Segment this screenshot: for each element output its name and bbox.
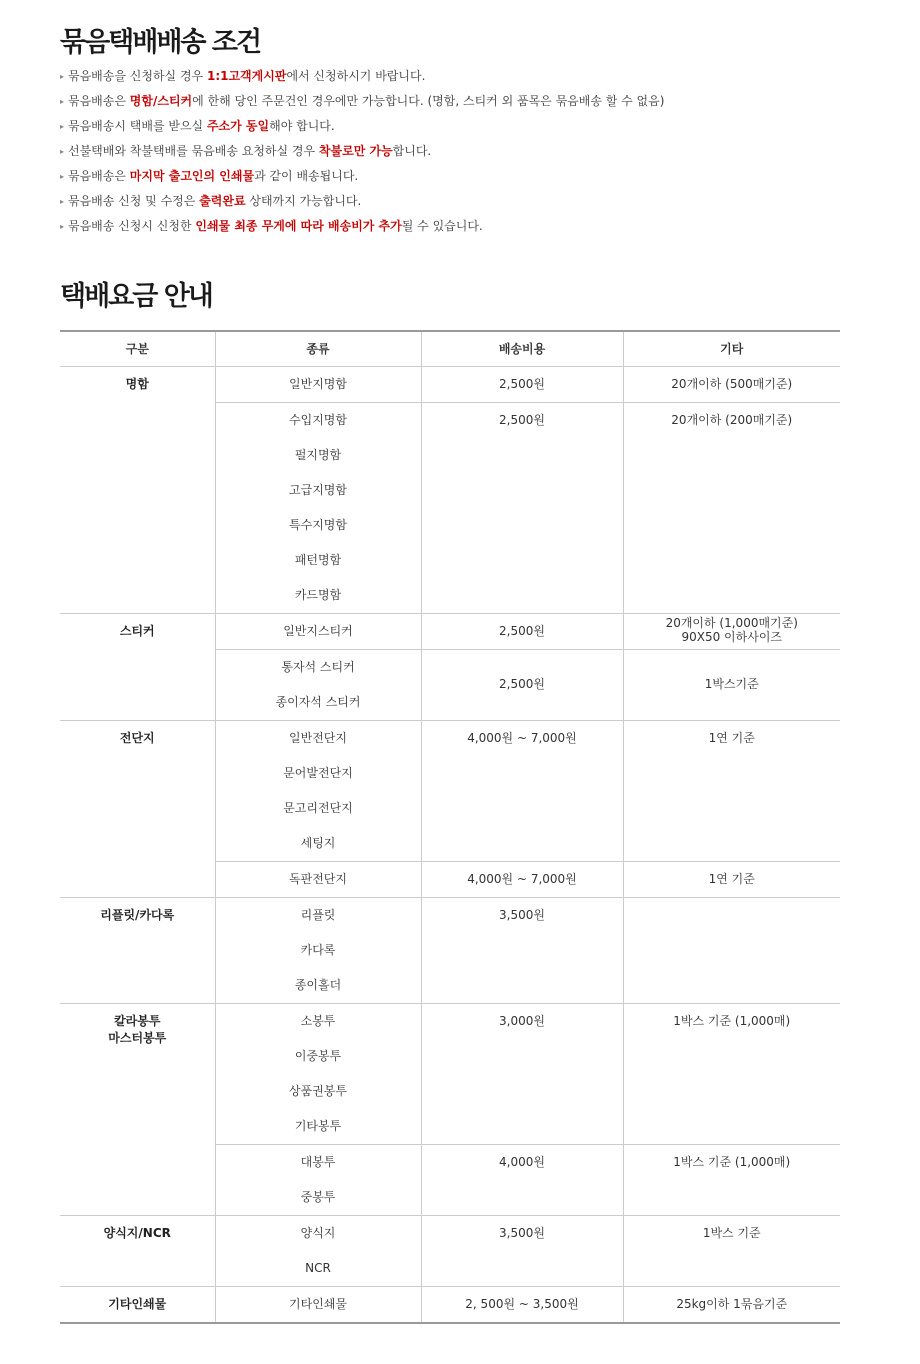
table-row — [60, 897, 840, 1003]
types-cell — [215, 613, 421, 649]
type-item: 펄지명함 — [294, 447, 342, 462]
header-category: 구분 — [60, 331, 215, 366]
types-cell — [215, 1286, 421, 1323]
header-note: 기타 — [623, 331, 840, 366]
category-line: 마스터봉투 — [108, 1030, 167, 1045]
category-line: 칼라봉투 — [114, 1013, 161, 1028]
category-etc: 기타인쇄물 — [60, 1286, 215, 1323]
note-cell: 20개이하 (500매기준) — [623, 366, 840, 402]
type-item: 대봉투 — [300, 1154, 336, 1169]
type-item: NCR — [305, 1260, 331, 1275]
category-forms: 양식지/NCR — [60, 1215, 215, 1286]
type-item: 고급지명함 — [289, 482, 347, 497]
type-item: 소봉투 — [300, 1013, 336, 1028]
type-item: 양식지 — [300, 1225, 336, 1240]
types-cell — [215, 1215, 421, 1286]
table-row — [60, 1215, 840, 1286]
shipping-fee-title: 택배요금 안내 — [60, 281, 212, 312]
type-item: 일반지명함 — [289, 376, 347, 391]
cost-cell: 2,500원 — [421, 402, 623, 613]
bullet-arrow-icon: ▸ — [60, 222, 65, 231]
category-leaflet: 리플릿/카다록 — [60, 897, 215, 1003]
table-row — [60, 613, 840, 649]
type-item: 독판전단지 — [289, 871, 347, 886]
type-item: 통자석 스티커 — [281, 659, 355, 674]
category-flyer: 전단지 — [60, 720, 215, 897]
note-line: 90X50 이하사이즈 — [681, 629, 783, 644]
cost-cell: 3,500원 — [421, 1215, 623, 1286]
type-item: 일반전단지 — [289, 730, 347, 745]
condition-item: ▸ 묶음배송시 택배를 받으실 주소가 동일해야 합니다. — [60, 114, 840, 139]
cost-cell: 3,000원 — [421, 1003, 623, 1144]
types-cell — [215, 402, 421, 613]
condition-item: ▸ 묶음배송 신청 및 수정은 출력완료 상태까지 가능합니다. — [60, 189, 840, 214]
type-item: 기타인쇄물 — [289, 1296, 347, 1311]
note-cell: 25kg이하 1묶음기준 — [623, 1286, 840, 1323]
bundle-conditions-list — [60, 64, 840, 239]
type-item: 패턴명함 — [294, 552, 342, 567]
bundle-shipping-title: 묶음택배배송 조건 — [60, 27, 261, 58]
types-cell — [215, 1144, 421, 1215]
bullet-arrow-icon: ▸ — [60, 172, 65, 181]
bullet-arrow-icon: ▸ — [60, 197, 65, 206]
note-cell: 1박스 기준 (1,000매) — [623, 1003, 840, 1144]
table-row — [60, 1286, 840, 1323]
cost-cell: 2,500원 — [421, 366, 623, 402]
cost-cell: 4,000원 ~ 7,000원 — [421, 720, 623, 861]
note-cell: 1박스기준 — [623, 649, 840, 720]
note-cell: 1박스 기준 (1,000매) — [623, 1144, 840, 1215]
category-sticker: 스티커 — [60, 613, 215, 720]
table-row — [60, 720, 840, 861]
cost-cell: 2,500원 — [421, 649, 623, 720]
bullet-arrow-icon: ▸ — [60, 122, 65, 131]
header-type: 종류 — [215, 331, 421, 366]
note-cell: 20개이하 (200매기준) — [623, 402, 840, 613]
note-cell: 1연 기준 — [623, 861, 840, 897]
types-cell — [215, 366, 421, 402]
type-item: 특수지명함 — [289, 517, 347, 532]
condition-item: ▸ 묶음배송은 명함/스티커에 한해 당인 주문건인 경우에만 가능합니다. (명함, 스티커 외 품목은 묶음배송 할 수 없음) — [60, 89, 840, 114]
category-envelope — [60, 1003, 215, 1215]
bullet-arrow-icon: ▸ — [60, 72, 65, 81]
type-item: 종이자석 스티커 — [275, 694, 361, 709]
types-cell — [215, 1003, 421, 1144]
header-cost: 배송비용 — [421, 331, 623, 366]
condition-item: ▸ 묶음배송은 마지막 출고인의 인쇄물과 같이 배송됩니다. — [60, 164, 840, 189]
table-row — [60, 366, 840, 402]
type-item: 카다록 — [300, 942, 336, 957]
bullet-arrow-icon: ▸ — [60, 147, 65, 156]
type-item: 문고리전단지 — [283, 800, 353, 815]
type-item: 세팅지 — [300, 835, 336, 850]
types-cell — [215, 861, 421, 897]
note-line: 20개이하 (1,000매기준) — [665, 615, 798, 630]
type-item: 상품권봉투 — [289, 1083, 347, 1098]
type-item: 이중봉투 — [294, 1048, 342, 1063]
condition-item: ▸ 묶음배송 신청시 신청한 인쇄물 최종 무게에 따라 배송비가 추가될 수 있습니다. — [60, 214, 840, 239]
condition-item: ▸ 묶음배송을 신청하실 경우 1:1고객게시판에서 신청하시기 바랍니다. — [60, 64, 840, 89]
category-namecard: 명함 — [60, 366, 215, 613]
cost-cell: 2, 500원 ~ 3,500원 — [421, 1286, 623, 1323]
table-row — [60, 1003, 840, 1144]
type-item: 중봉투 — [300, 1189, 336, 1204]
types-cell — [215, 649, 421, 720]
cost-cell: 3,500원 — [421, 897, 623, 1003]
note-cell: 1박스 기준 — [623, 1215, 840, 1286]
type-item: 카드명함 — [294, 587, 342, 602]
type-item: 리플릿 — [300, 907, 336, 922]
types-cell — [215, 720, 421, 861]
note-cell — [623, 613, 840, 649]
condition-item: ▸ 선불택배와 착불택배를 묶음배송 요청하실 경우 착불로만 가능합니다. — [60, 139, 840, 164]
type-item: 일반지스티커 — [283, 623, 353, 638]
table-header-row — [60, 331, 840, 366]
type-item: 문어발전단지 — [283, 765, 353, 780]
type-item: 종이홀더 — [294, 977, 342, 992]
note-cell: 1연 기준 — [623, 720, 840, 861]
shipping-fee-table — [60, 330, 840, 1324]
type-item: 수입지명함 — [289, 412, 347, 427]
cost-cell: 4,000원 ~ 7,000원 — [421, 861, 623, 897]
bullet-arrow-icon: ▸ — [60, 97, 65, 106]
types-cell — [215, 897, 421, 1003]
cost-cell: 2,500원 — [421, 613, 623, 649]
note-cell — [623, 897, 840, 1003]
type-item: 기타봉투 — [294, 1118, 342, 1133]
cost-cell: 4,000원 — [421, 1144, 623, 1215]
